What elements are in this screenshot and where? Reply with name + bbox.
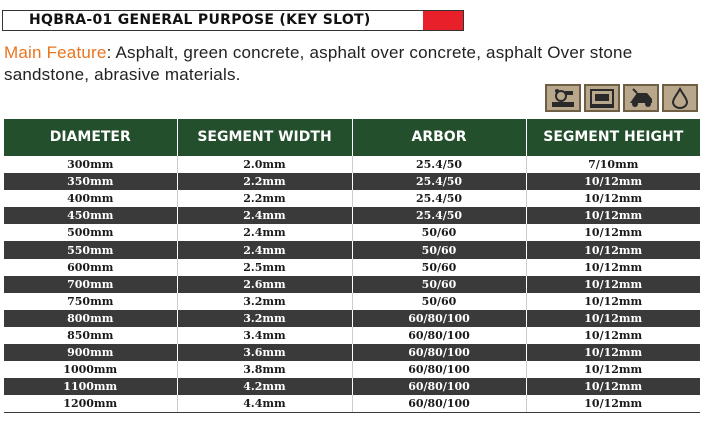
- machine-saw-icon: [584, 84, 620, 112]
- cell-arbor: 60/80/100: [352, 327, 526, 344]
- cell-segment-width: 4.2mm: [177, 378, 352, 395]
- water-drop-icon: [662, 84, 698, 112]
- cell-segment-height: 10/12mm: [526, 276, 700, 293]
- table-row: [4, 241, 700, 258]
- cell-arbor: 50/60: [352, 241, 526, 258]
- cell-segment-height: 7/10mm: [526, 156, 700, 173]
- table-row: [4, 190, 700, 207]
- cell-arbor: 60/80/100: [352, 378, 526, 395]
- cell-arbor: 60/80/100: [352, 310, 526, 327]
- cell-diameter: 400mm: [4, 190, 177, 207]
- table-row: [4, 378, 700, 395]
- cell-diameter: 750mm: [4, 293, 177, 310]
- table-row: [4, 156, 700, 173]
- header-arbor: ARBOR: [352, 119, 526, 156]
- cell-arbor: 60/80/100: [352, 395, 526, 412]
- table-row: [4, 259, 700, 276]
- main-feature-text: : Asphalt, green concrete, asphalt over concrete, asphalt Over stone sandstone, abrasive materials.: [4, 43, 633, 84]
- cell-segment-width: 3.2mm: [177, 310, 352, 327]
- cell-segment-width: 2.5mm: [177, 259, 352, 276]
- cell-segment-height: 10/12mm: [526, 361, 700, 378]
- cell-segment-height: 10/12mm: [526, 378, 700, 395]
- cell-arbor: 25.4/50: [352, 190, 526, 207]
- table-row: [4, 310, 700, 327]
- cell-arbor: 50/60: [352, 293, 526, 310]
- cell-arbor: 50/60: [352, 276, 526, 293]
- walk-behind-saw-icon: [623, 84, 659, 112]
- table-row: [4, 361, 700, 378]
- cell-diameter: 600mm: [4, 259, 177, 276]
- cell-segment-width: 2.2mm: [177, 173, 352, 190]
- header-segment-width: SEGMENT WIDTH: [177, 119, 352, 156]
- header-segment-height: SEGMENT HEIGHT: [526, 119, 700, 156]
- cell-segment-width: 3.4mm: [177, 327, 352, 344]
- cell-arbor: 60/80/100: [352, 344, 526, 361]
- page-title: HQBRA-01 GENERAL PURPOSE (KEY SLOT): [29, 12, 371, 28]
- header-diameter: DIAMETER: [4, 119, 177, 156]
- table-row: [4, 395, 700, 412]
- cell-diameter: 700mm: [4, 276, 177, 293]
- cell-diameter: 1200mm: [4, 395, 177, 412]
- cell-segment-height: 10/12mm: [526, 259, 700, 276]
- cell-segment-height: 10/12mm: [526, 344, 700, 361]
- table-row: [4, 344, 700, 361]
- cell-segment-width: 3.2mm: [177, 293, 352, 310]
- cell-diameter: 1100mm: [4, 378, 177, 395]
- cell-arbor: 50/60: [352, 224, 526, 241]
- cell-diameter: 850mm: [4, 327, 177, 344]
- cell-diameter: 900mm: [4, 344, 177, 361]
- main-feature: [4, 42, 700, 86]
- cell-segment-width: 2.4mm: [177, 241, 352, 258]
- cell-diameter: 800mm: [4, 310, 177, 327]
- cell-diameter: 550mm: [4, 241, 177, 258]
- cell-segment-width: 2.6mm: [177, 276, 352, 293]
- table-row: [4, 276, 700, 293]
- main-feature-label: Main Feature: [4, 43, 107, 62]
- cell-segment-height: 10/12mm: [526, 395, 700, 412]
- cell-arbor: 25.4/50: [352, 207, 526, 224]
- table-header-row: [4, 119, 700, 156]
- cell-arbor: 25.4/50: [352, 173, 526, 190]
- table-row: [4, 293, 700, 310]
- table-row: [4, 224, 700, 241]
- cell-segment-width: 3.6mm: [177, 344, 352, 361]
- cell-segment-height: 10/12mm: [526, 207, 700, 224]
- cell-diameter: 300mm: [4, 156, 177, 173]
- cell-segment-width: 2.0mm: [177, 156, 352, 173]
- table-row: [4, 173, 700, 190]
- cell-segment-width: 2.4mm: [177, 224, 352, 241]
- cell-segment-height: 10/12mm: [526, 173, 700, 190]
- cell-arbor: 25.4/50: [352, 156, 526, 173]
- cell-segment-height: 10/12mm: [526, 327, 700, 344]
- cell-segment-height: 10/12mm: [526, 293, 700, 310]
- specification-table: [4, 119, 700, 413]
- title-bar: [2, 10, 464, 31]
- cell-diameter: 1000mm: [4, 361, 177, 378]
- cell-arbor: 60/80/100: [352, 361, 526, 378]
- cell-diameter: 350mm: [4, 173, 177, 190]
- cell-segment-height: 10/12mm: [526, 310, 700, 327]
- cell-segment-height: 10/12mm: [526, 241, 700, 258]
- title-accent-block: [423, 11, 463, 30]
- cell-diameter: 450mm: [4, 207, 177, 224]
- table-row: [4, 327, 700, 344]
- table-row: [4, 207, 700, 224]
- cell-segment-height: 10/12mm: [526, 224, 700, 241]
- cell-diameter: 500mm: [4, 224, 177, 241]
- cell-segment-width: 2.4mm: [177, 207, 352, 224]
- cell-arbor: 50/60: [352, 259, 526, 276]
- cell-segment-width: 2.2mm: [177, 190, 352, 207]
- cell-segment-height: 10/12mm: [526, 190, 700, 207]
- application-icons: [545, 84, 698, 112]
- cell-segment-width: 3.8mm: [177, 361, 352, 378]
- handheld-saw-icon: [545, 84, 581, 112]
- cell-segment-width: 4.4mm: [177, 395, 352, 412]
